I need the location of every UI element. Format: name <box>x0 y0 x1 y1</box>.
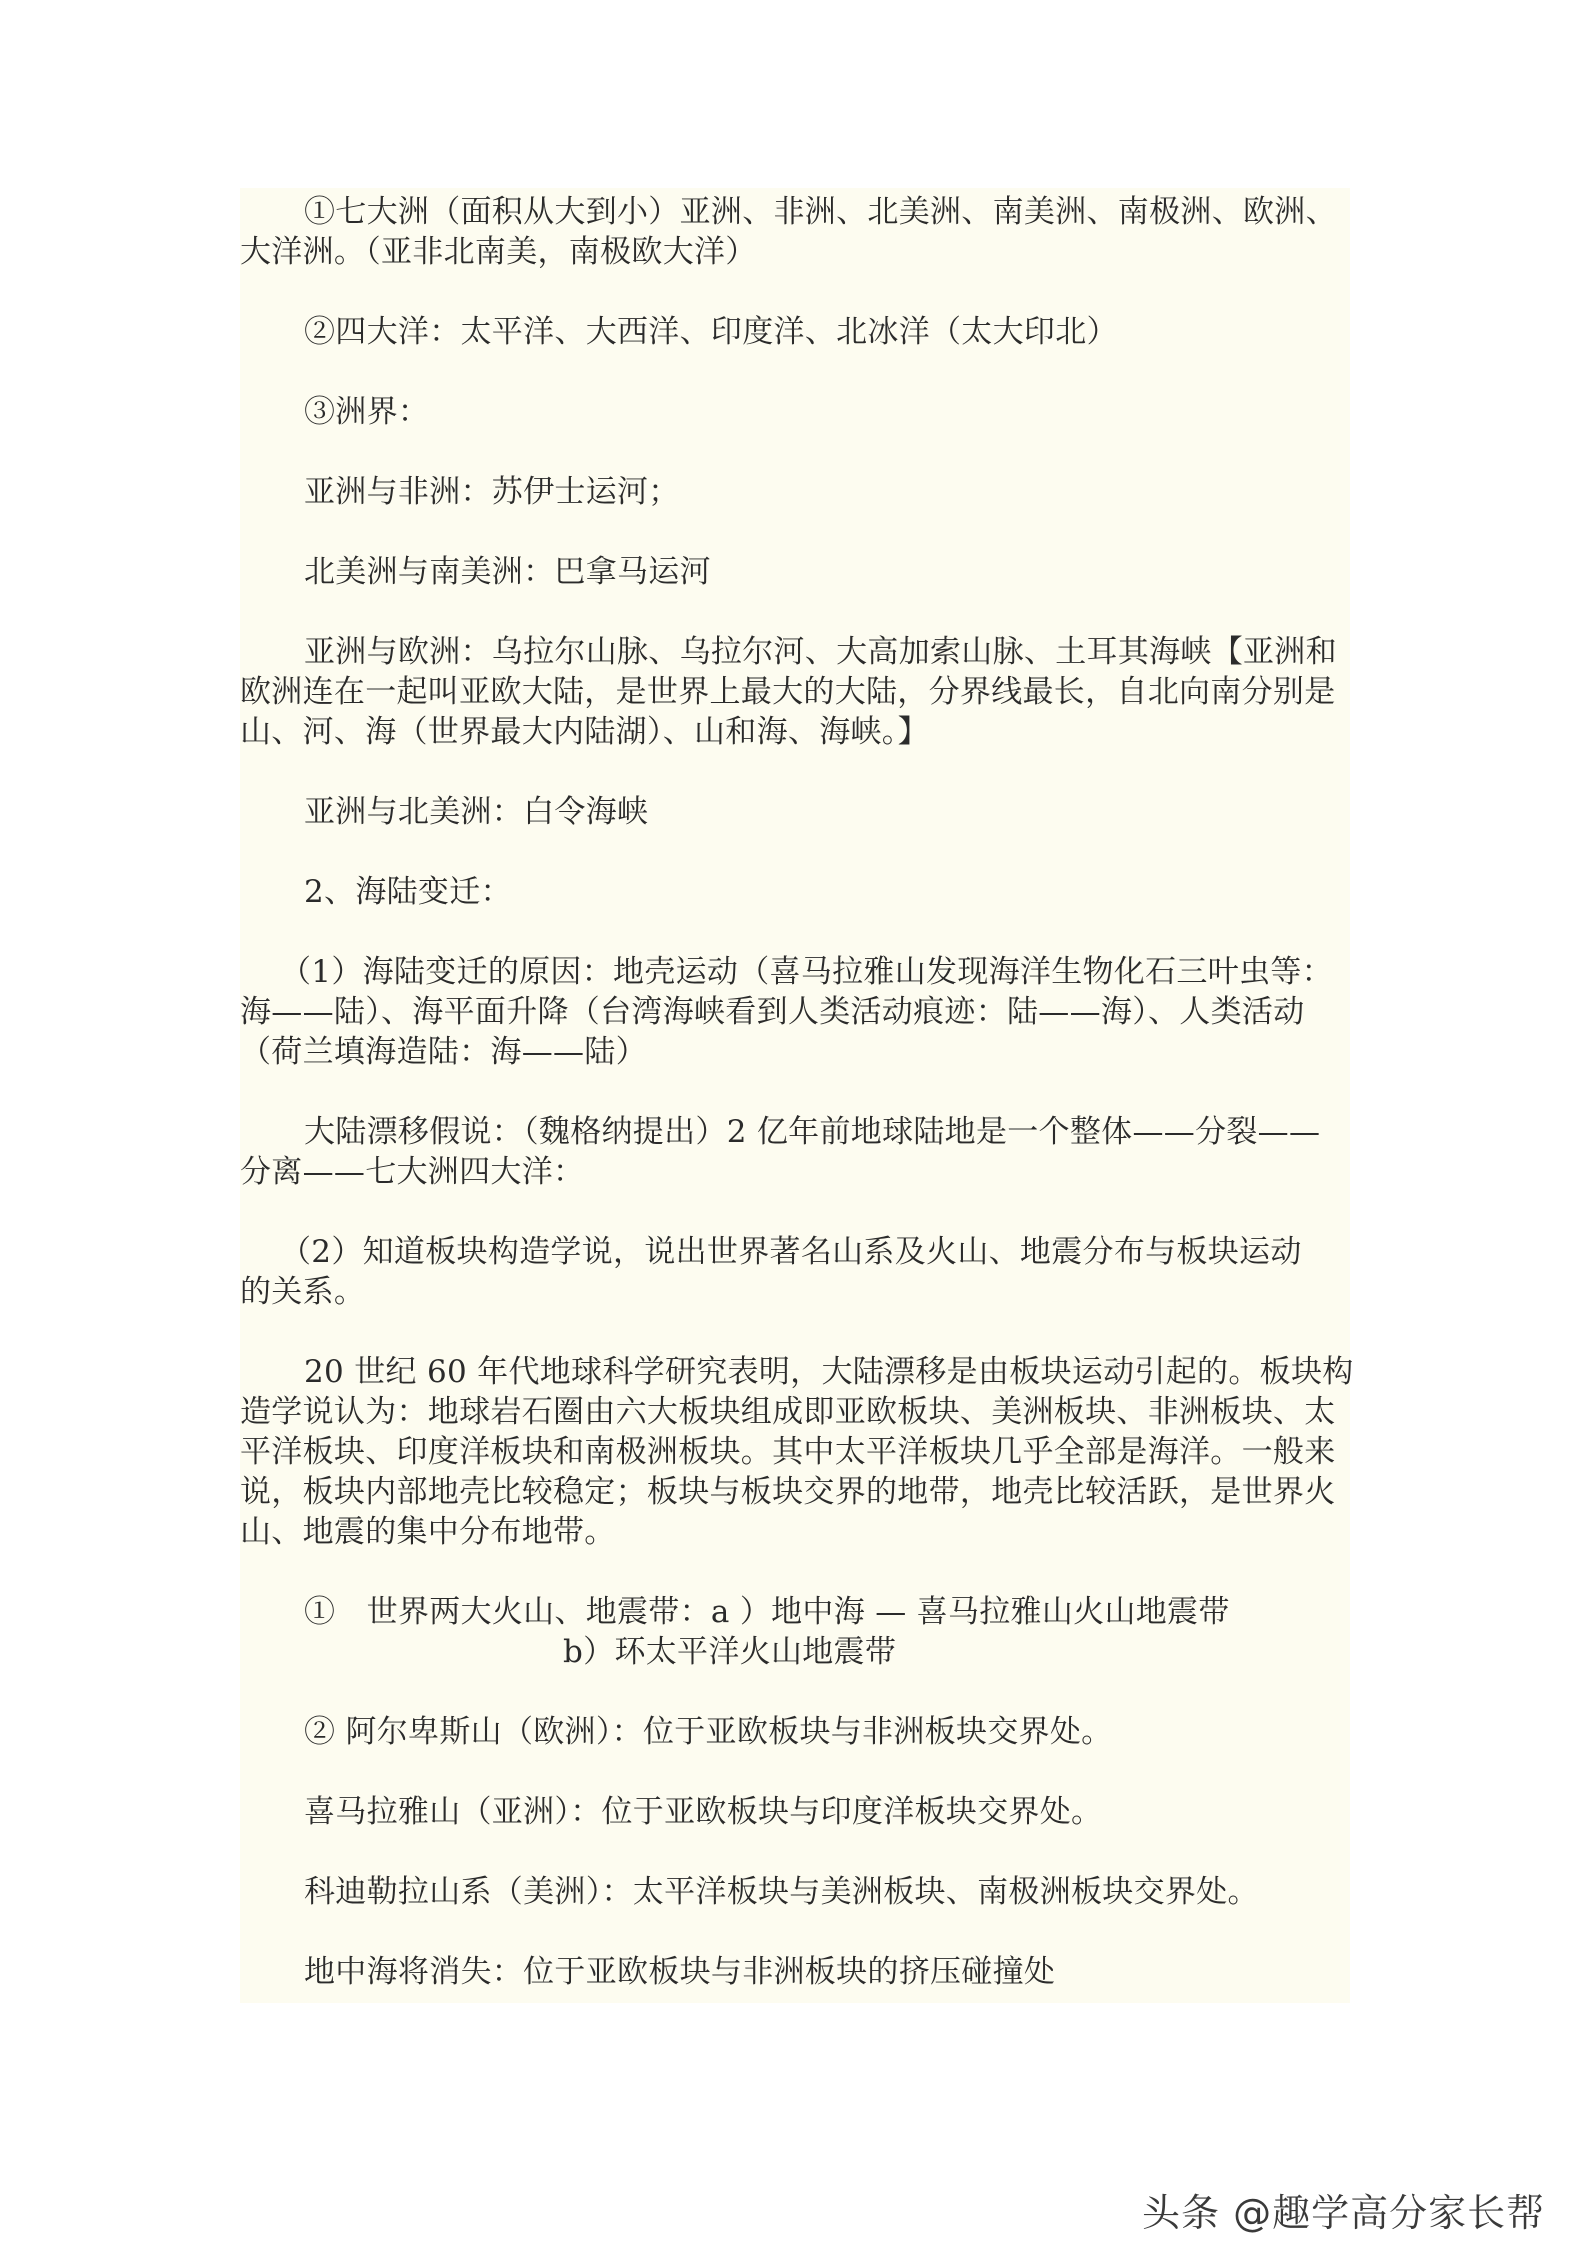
paragraph-plate-tectonics-objective <box>240 1232 1350 1312</box>
paragraph-sea-land-change-causes <box>240 952 1350 1072</box>
text-line: b）环太平洋火山地震带 <box>563 1634 897 1670</box>
text-line: 亚洲与欧洲：乌拉尔山脉、乌拉尔河、大高加索山脉、土耳其海峡【亚洲和 <box>304 634 1337 670</box>
paragraph-sea-land-changes-heading <box>240 872 1350 912</box>
text-line: 20 世纪 60 年代地球科学研究表明，大陆漂移是由板块运动引起的。板块构 <box>304 1354 1354 1390</box>
paragraph-cordillera <box>240 1872 1350 1912</box>
paragraph-plate-tectonics-theory <box>240 1352 1354 1552</box>
text-line: 亚洲与北美洲：白令海峡 <box>304 794 649 830</box>
paragraph-volcano-earthquake-belts <box>240 1592 1350 1672</box>
text-line: 2、海陆变迁： <box>304 874 512 910</box>
text-line: ① 世界两大火山、地震带：a ）地中海 — 喜马拉雅山火山地震带 <box>304 1594 1230 1630</box>
text-line: 大洋洲。（亚非北南美，南极欧大洋） <box>240 234 757 270</box>
paragraph-asia-europe <box>240 632 1350 752</box>
text-line: （2）知道板块构造学说，说出世界著名山系及火山、地震分布与板块运动 <box>280 1234 1302 1270</box>
paragraph-alps <box>240 1712 1350 1752</box>
text-line: 海——陆）、海平面升降（台湾海峡看到人类活动痕迹：陆——海）、人类活动 <box>240 994 1305 1030</box>
paragraph-asia-africa <box>240 472 1350 512</box>
paragraph-continent-boundaries <box>240 392 1350 432</box>
text-line: 分离——七大洲四大洋： <box>240 1154 585 1190</box>
text-line: 大陆漂移假说：（魏格纳提出）2 亿年前地球陆地是一个整体——分裂—— <box>304 1114 1321 1150</box>
text-line: 欧洲连在一起叫亚欧大陆，是世界上最大的大陆，分界线最长，自北向南分别是 <box>240 674 1336 710</box>
text-line: 说，板块内部地壳比较稳定；板块与板块交界的地带，地壳比较活跃，是世界火 <box>240 1474 1336 1510</box>
source-watermark: 头条 @趣学高分家长帮 <box>1142 2191 1546 2235</box>
paragraph-himalayas <box>240 1792 1350 1832</box>
text-line: 的关系。 <box>240 1274 366 1310</box>
paragraph-four-oceans <box>240 312 1350 352</box>
text-line: ② 阿尔卑斯山（欧洲）：位于亚欧板块与非洲板块交界处。 <box>304 1714 1113 1750</box>
text-line: （1）海陆变迁的原因：地壳运动（喜马拉雅山发现海洋生物化石三叶虫等： <box>280 954 1333 990</box>
text-line: （荷兰填海造陆：海——陆） <box>240 1034 647 1070</box>
paragraph-mediterranean <box>240 1952 1350 1992</box>
paragraph-asia-north-america <box>240 792 1350 832</box>
text-line: ③洲界： <box>304 394 430 430</box>
text-line: 地中海将消失：位于亚欧板块与非洲板块的挤压碰撞处 <box>304 1954 1056 1990</box>
text-line: 平洋板块、印度洋板块和南极洲板块。其中太平洋板块几乎全部是海洋。一般来 <box>240 1434 1336 1470</box>
document-page <box>240 188 1354 2003</box>
text-line: 亚洲与非洲：苏伊士运河； <box>304 474 680 510</box>
text-line: ②四大洋：太平洋、大西洋、印度洋、北冰洋（太大印北） <box>304 314 1118 350</box>
text-line: 山、地震的集中分布地带。 <box>240 1514 616 1550</box>
paragraph-seven-continents <box>240 192 1350 272</box>
text-line: 科迪勒拉山系（美洲）：太平洋板块与美洲板块、南极洲板块交界处。 <box>304 1874 1259 1910</box>
text-line: 北美洲与南美洲：巴拿马运河 <box>304 554 711 590</box>
paragraph-north-south-america <box>240 552 1350 592</box>
text-line: 山、河、海（世界最大内陆湖）、山和海、海峡。】 <box>240 714 929 750</box>
text-line: ①七大洲（面积从大到小）亚洲、非洲、北美洲、南美洲、南极洲、欧洲、 <box>304 194 1337 230</box>
paragraph-continental-drift <box>240 1112 1350 1192</box>
text-line: 喜马拉雅山（亚洲）：位于亚欧板块与印度洋板块交界处。 <box>304 1794 1103 1830</box>
text-line: 造学说认为：地球岩石圈由六大板块组成即亚欧板块、美洲板块、非洲板块、太 <box>240 1394 1336 1430</box>
